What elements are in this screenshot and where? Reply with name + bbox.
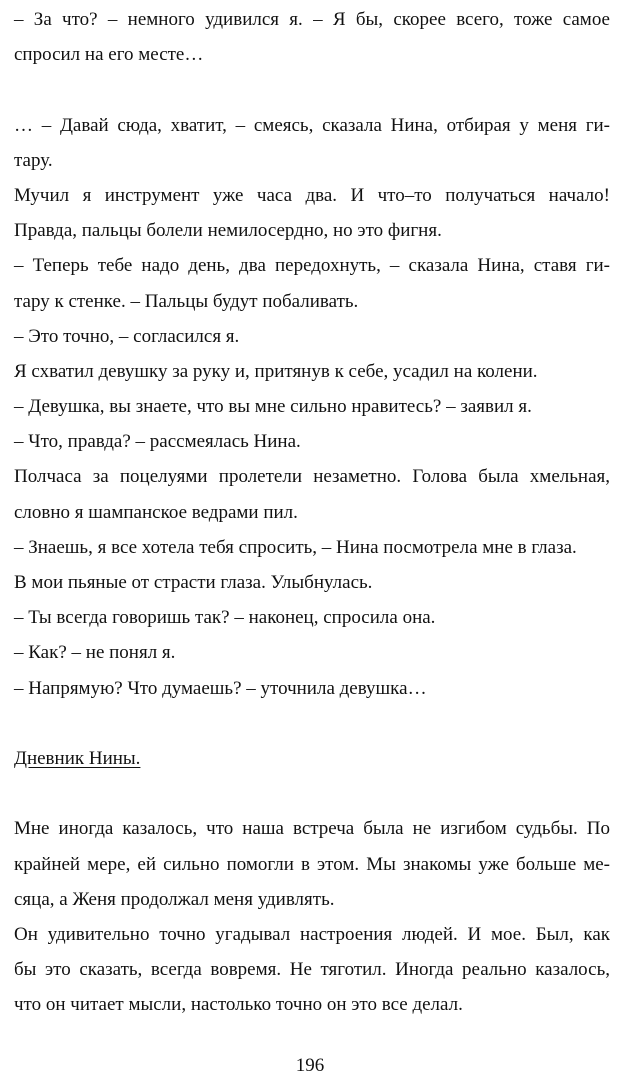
paragraph: [14, 565, 610, 600]
blank-line: [14, 706, 610, 741]
text-line: Он удивительно точно угадывал настроения людей. И мое. Был, как: [14, 923, 610, 945]
page-text: [14, 2, 610, 1022]
section-heading-text: Дневник Нины.: [14, 747, 141, 769]
section-heading: [14, 741, 610, 776]
text-line: тару к стенке. – Пальцы будут побаливать.: [14, 290, 359, 312]
paragraph: [14, 530, 610, 565]
text-line: Я схватил девушку за руку и, притянув к себе, усадил на колени.: [14, 360, 538, 382]
blank-line: [14, 72, 610, 107]
paragraph: [14, 459, 610, 529]
text-line: Полчаса за поцелуями пролетели незаметно. Голова была хмельная,: [14, 466, 610, 488]
paragraph: [14, 248, 610, 318]
text-line: – Знаешь, я все хотела тебя спросить, – Нина посмотрела мне в глаза.: [14, 536, 577, 558]
text-line: крайней мере, ей сильно помогли в этом. Мы знакомы уже больше ме-: [14, 853, 610, 875]
text-line: – Напрямую? Что думаешь? – уточнила девушка…: [14, 677, 427, 699]
text-line: что он читает мысли, настолько точно он это все делал.: [14, 994, 463, 1016]
paragraph: [14, 671, 610, 706]
blank-line: [14, 776, 610, 811]
paragraph: [14, 811, 610, 917]
paragraph: [14, 424, 610, 459]
paragraph: [14, 108, 610, 178]
text-line: бы это сказать, всегда вовремя. Не тяготил. Иногда реально казалось,: [14, 959, 610, 981]
text-line: тару.: [14, 149, 53, 171]
paragraph: [14, 178, 610, 248]
text-line: сяца, а Женя продолжал меня удивлять.: [14, 888, 335, 910]
paragraph: [14, 600, 610, 635]
paragraph: [14, 319, 610, 354]
text-line: Правда, пальцы болели немилосердно, но это фигня.: [14, 220, 442, 242]
text-line: В мои пьяные от страсти глаза. Улыбнулась.: [14, 572, 373, 593]
text-line: – Это точно, – согласился я.: [14, 325, 240, 347]
text-line: – Что, правда? – рассмеялась Нина.: [14, 431, 301, 453]
text-line: – Теперь тебе надо день, два передохнуть, – сказала Нина, ставя ги-: [14, 255, 610, 277]
paragraph: [14, 2, 610, 72]
text-line: – Ты всегда говоришь так? – наконец, спросила она.: [14, 607, 436, 629]
paragraph: [14, 635, 610, 670]
text-line: [14, 741, 610, 776]
paragraph: [14, 917, 610, 1023]
text-line: – За что? – немного удивился я. – Я бы, скорее всего, тоже самое: [14, 9, 610, 30]
text-line: словно я шампанское ведрами пил.: [14, 501, 298, 523]
text-line: Мне иногда казалось, что наша встреча была не изгибом судьбы. По: [14, 818, 610, 840]
paragraph: [14, 354, 610, 389]
text-line: Мучил я инструмент уже часа два. И что–то получаться начало!: [14, 184, 610, 206]
text-line: – Как? – не понял я.: [14, 642, 176, 664]
text-line: спросил на его месте…: [14, 44, 204, 66]
text-line: – Девушка, вы знаете, что вы мне сильно нравитесь? – заявил я.: [14, 396, 532, 418]
page-number: 196: [295, 1055, 325, 1076]
paragraph: [14, 389, 610, 424]
text-line: … – Давай сюда, хватит, – смеясь, сказала Нина, отбирая у меня ги-: [14, 114, 610, 136]
